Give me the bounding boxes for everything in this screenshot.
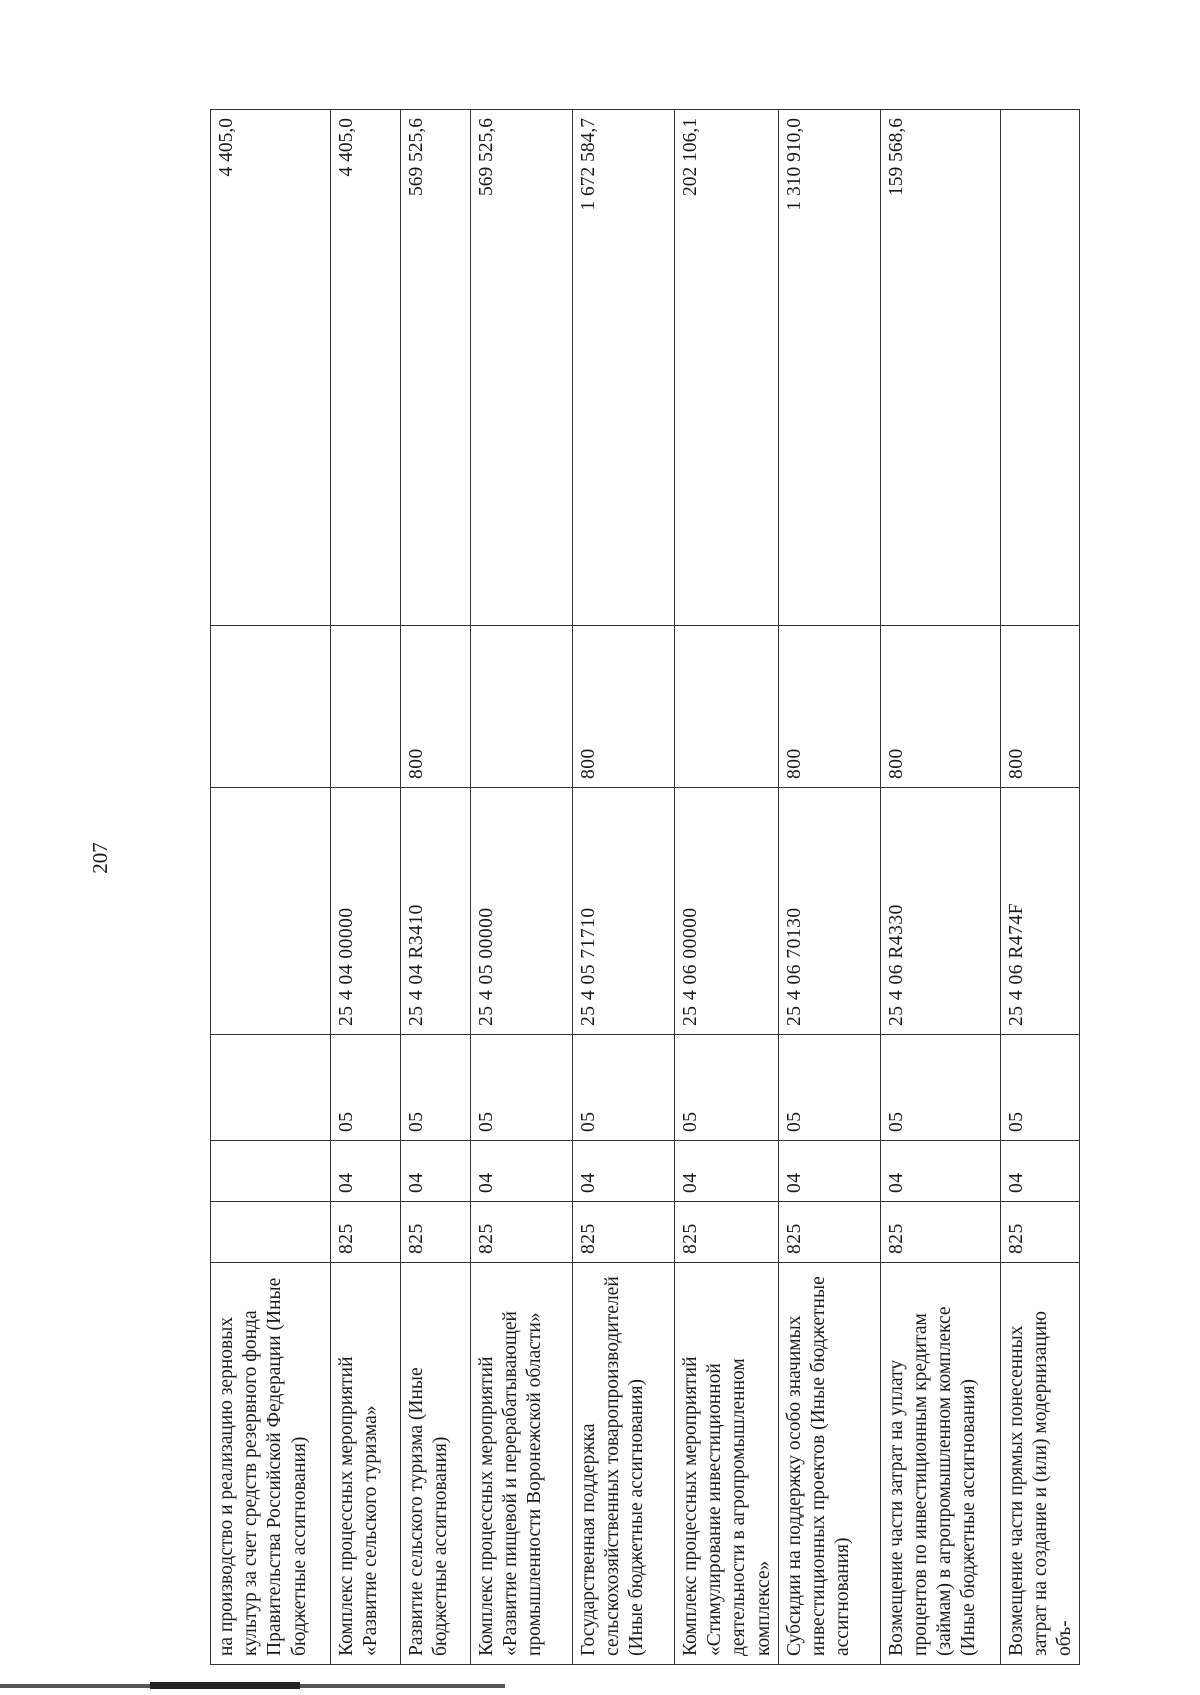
row-subsection-code: 05	[1000, 1035, 1080, 1141]
row-section-code: 04	[778, 1141, 880, 1202]
budget-table	[210, 109, 1080, 1665]
row-target-code	[211, 788, 331, 1035]
row-description: Субсидии на поддержку особо значимых инвестиционных проектов (Иные бюджетные ассигнования)	[778, 1263, 880, 1665]
table-row	[471, 110, 573, 1665]
row-amount: 159 568,6	[880, 110, 1000, 626]
row-target-code: 25 4 05 71710	[573, 788, 675, 1035]
row-amount: 1 310 910,0	[778, 110, 880, 626]
row-ministry-code: 825	[401, 1202, 471, 1263]
row-expense-type: 800	[778, 626, 880, 788]
row-expense-type	[675, 626, 779, 788]
row-section-code: 04	[331, 1141, 401, 1202]
row-expense-type	[331, 626, 401, 788]
row-amount: 4 405,0	[211, 110, 331, 626]
table-row	[211, 110, 331, 1665]
table-rotation-frame	[210, 110, 1130, 1665]
row-description: Возмещение части прямых понесенных затрат на создание и (или) модернизацию объ-	[1000, 1263, 1080, 1665]
row-ministry-code: 825	[778, 1202, 880, 1263]
row-expense-type: 800	[401, 626, 471, 788]
row-ministry-code: 825	[1000, 1202, 1080, 1263]
row-expense-type: 800	[1000, 626, 1080, 788]
row-subsection-code	[211, 1035, 331, 1141]
row-section-code: 04	[573, 1141, 675, 1202]
row-target-code: 25 4 06 R474F	[1000, 788, 1080, 1035]
row-ministry-code: 825	[471, 1202, 573, 1263]
row-subsection-code: 05	[401, 1035, 471, 1141]
row-subsection-code: 05	[471, 1035, 573, 1141]
row-ministry-code: 825	[675, 1202, 779, 1263]
row-expense-type	[471, 626, 573, 788]
table-row	[573, 110, 675, 1665]
table-rotated-content	[210, 110, 1130, 1665]
row-amount: 1 672 584,7	[573, 110, 675, 626]
row-subsection-code: 05	[778, 1035, 880, 1141]
row-amount: 202 106,1	[675, 110, 779, 626]
row-subsection-code: 05	[573, 1035, 675, 1141]
table-row	[778, 110, 880, 1665]
row-description: Комплекс процессных мероприятий «Развитие сельского туризма»	[331, 1263, 401, 1665]
row-amount: 4 405,0	[331, 110, 401, 626]
row-description: Комплекс процессных мероприятий «Стимулирование инвестиционной деятельности в агропромышленном комплексе»	[675, 1263, 779, 1665]
table-row	[1000, 110, 1080, 1665]
row-expense-type: 800	[573, 626, 675, 788]
row-amount: 569 525,6	[401, 110, 471, 626]
row-subsection-code: 05	[675, 1035, 779, 1141]
row-ministry-code: 825	[880, 1202, 1000, 1263]
row-target-code: 25 4 06 70130	[778, 788, 880, 1035]
row-section-code	[211, 1141, 331, 1202]
row-description: Развитие сельского туризма (Иные бюджетные ассигнования)	[401, 1263, 471, 1665]
row-subsection-code: 05	[880, 1035, 1000, 1141]
row-target-code: 25 4 04 R3410	[401, 788, 471, 1035]
row-description: Государственная поддержка сельскохозяйственных товаропроизводителей (Иные бюджетные ассигнования)	[573, 1263, 675, 1665]
row-ministry-code: 825	[331, 1202, 401, 1263]
table-row	[401, 110, 471, 1665]
row-target-code: 25 4 06 00000	[675, 788, 779, 1035]
row-expense-type: 800	[880, 626, 1000, 788]
table-row	[331, 110, 401, 1665]
row-section-code: 04	[401, 1141, 471, 1202]
row-target-code: 25 4 04 00000	[331, 788, 401, 1035]
row-section-code: 04	[880, 1141, 1000, 1202]
row-description: Комплекс процессных мероприятий «Развитие пищевой и перерабатывающей промышленности Воронежской области»	[471, 1263, 573, 1665]
row-target-code: 25 4 05 00000	[471, 788, 573, 1035]
table-row	[675, 110, 779, 1665]
row-description: на производство и реализацию зерновых культур за счет средств резервного фонда Правительства Российской Федерации (Иные бюджетные ассигнования)	[211, 1263, 331, 1665]
row-section-code: 04	[1000, 1141, 1080, 1202]
row-section-code: 04	[675, 1141, 779, 1202]
scan-edge-artifact-dark	[150, 1682, 300, 1689]
row-amount: 569 525,6	[471, 110, 573, 626]
row-expense-type	[211, 626, 331, 788]
row-amount	[1000, 110, 1080, 626]
row-ministry-code	[211, 1202, 331, 1263]
row-ministry-code: 825	[573, 1202, 675, 1263]
table-row	[880, 110, 1000, 1665]
row-description: Возмещение части затрат на уплату процентов по инвестиционным кредитам (займам) в агропромышленном комплексе (Иные бюджетные ассигнования)	[880, 1263, 1000, 1665]
row-section-code: 04	[471, 1141, 573, 1202]
row-subsection-code: 05	[331, 1035, 401, 1141]
page-number: 207	[88, 842, 112, 874]
row-target-code: 25 4 06 R4330	[880, 788, 1000, 1035]
